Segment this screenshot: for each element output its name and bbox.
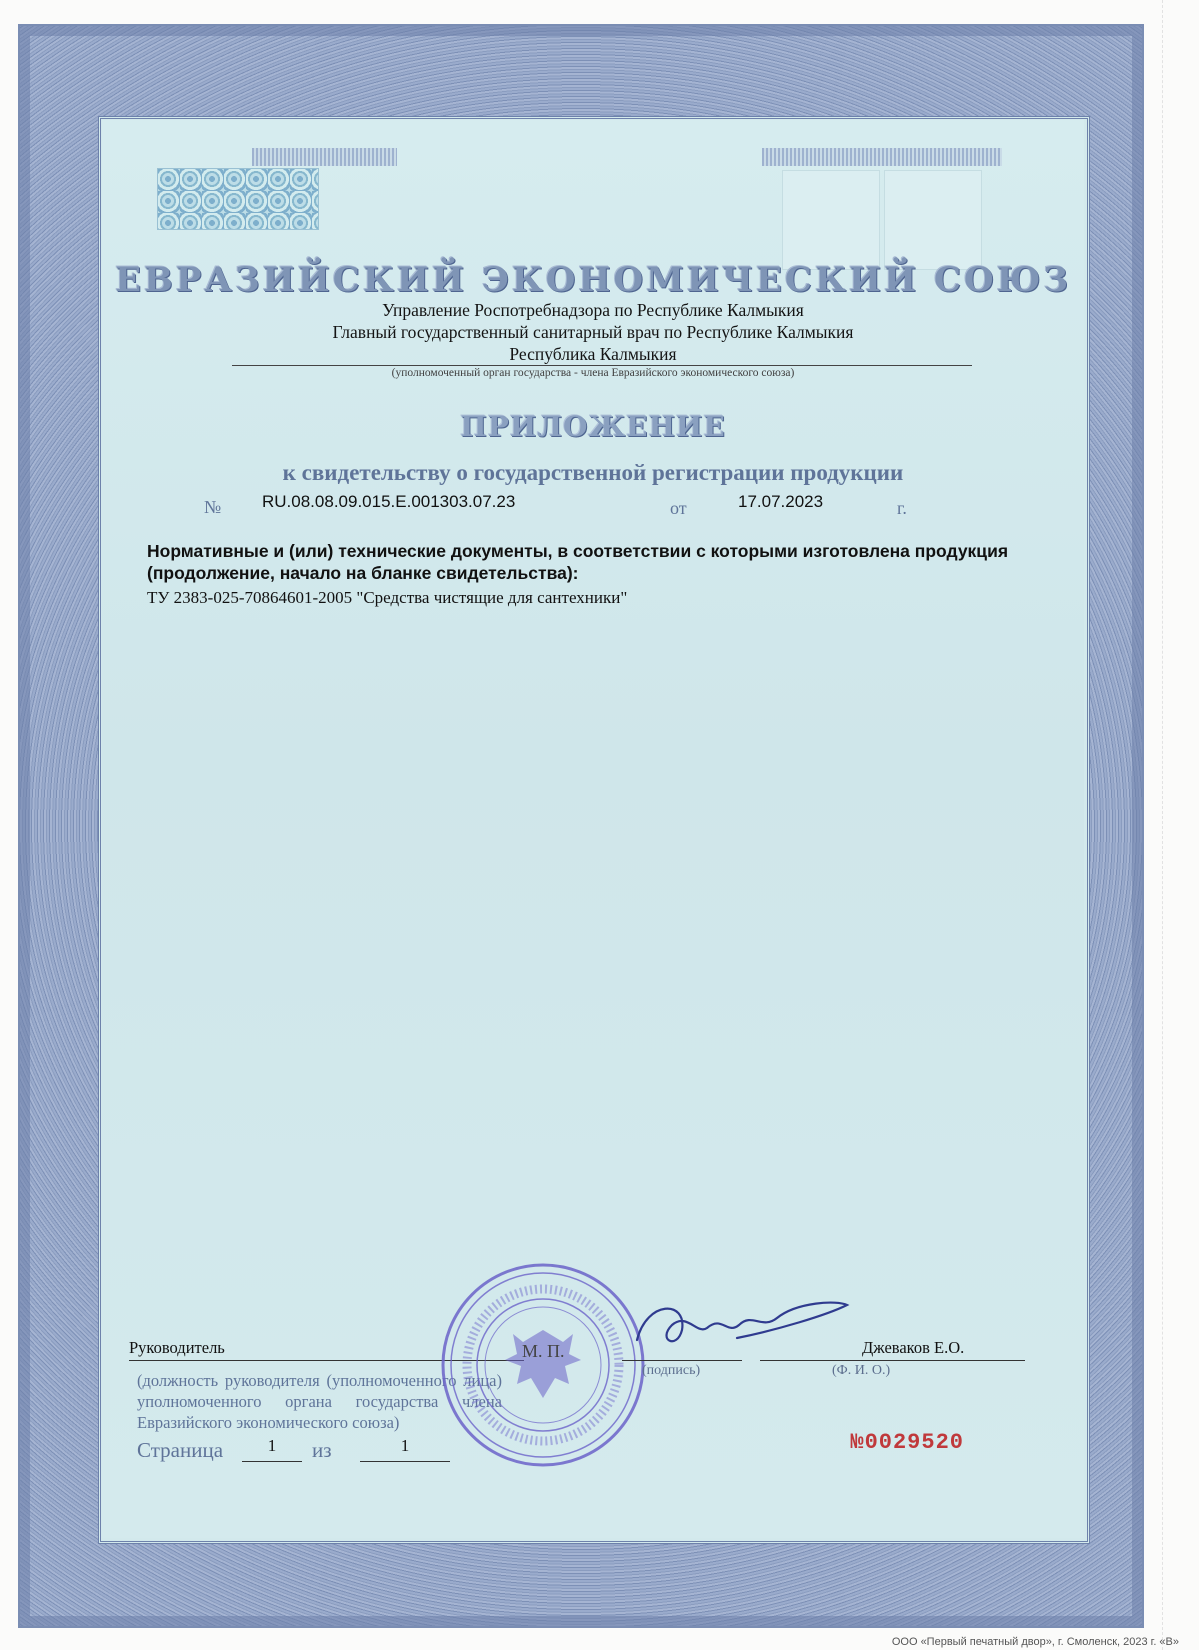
page-number-underline bbox=[242, 1461, 302, 1462]
page-label: Страница bbox=[137, 1438, 224, 1462]
signatory-name: Джеваков Е.О. bbox=[862, 1338, 965, 1357]
guilloche-border-frame bbox=[18, 24, 1144, 1628]
stamp-place-label: М. П. bbox=[522, 1341, 565, 1361]
of-label: из bbox=[312, 1438, 332, 1462]
authority-official: Главный государственный санитарный врач по Республике Калмыкия bbox=[332, 322, 854, 342]
hologram-security-mark bbox=[157, 168, 319, 230]
authority-name: Управление Роспотребнадзора по Республике Калмыкия bbox=[382, 300, 804, 320]
date-label: от bbox=[670, 498, 687, 518]
security-corner-box-left bbox=[782, 170, 880, 270]
official-round-stamp bbox=[438, 1260, 648, 1470]
appendix-title: ПРИЛОЖЕНИЕ bbox=[460, 410, 726, 443]
document-item: ТУ 2383-025-70864601-2005 "Средства чистящие для сантехники" bbox=[147, 588, 628, 607]
serial-number: №0029520 bbox=[850, 1430, 964, 1455]
pagination bbox=[137, 1438, 223, 1463]
handwritten-signature bbox=[627, 1290, 857, 1360]
position-title: Руководитель bbox=[129, 1338, 225, 1357]
total-pages: 1 bbox=[400, 1436, 410, 1455]
security-strip-right bbox=[762, 148, 1002, 166]
binder-margin bbox=[1162, 0, 1193, 1650]
total-pages-underline bbox=[360, 1461, 450, 1462]
authority-caption: (уполномоченный орган государства - члена Евразийского экономического союза) bbox=[391, 367, 795, 379]
authority-region: Республика Калмыкия bbox=[509, 344, 677, 364]
name-underline bbox=[760, 1360, 1025, 1361]
registration-date: 17.07.2023 bbox=[738, 492, 824, 511]
union-title: ЕВРАЗИЙСКИЙ ЭКОНОМИЧЕСКИЙ СОЮЗ bbox=[115, 260, 1071, 300]
documents-heading: Нормативные и (или) технические документы, в соответствии с которыми изготовлена продукция (продолжение, начало на бланке свидетельства): bbox=[147, 541, 1009, 583]
appendix-subtitle: к свидетельству о государственной регистрации продукции bbox=[282, 460, 904, 485]
signature-caption: (подпись) bbox=[642, 1363, 701, 1378]
security-corner-box-right bbox=[884, 170, 982, 270]
year-suffix: г. bbox=[897, 498, 907, 518]
security-strip-left bbox=[252, 148, 397, 166]
printer-note: ООО «Первый печатный двор», г. Смоленск, 2023 г. «В» bbox=[891, 1636, 1179, 1648]
number-label: № bbox=[204, 497, 222, 517]
registration-number: RU.08.08.09.015.E.001303.07.23 bbox=[262, 492, 516, 511]
name-caption: (Ф. И. О.) bbox=[832, 1363, 891, 1378]
position-caption: (должность руководителя (уполномоченного лица) уполномоченного органа государства члена Евразийского экономического союза) bbox=[137, 1371, 502, 1432]
authority-underline bbox=[232, 365, 972, 366]
page-number: 1 bbox=[267, 1436, 277, 1455]
certificate-sheet bbox=[102, 120, 1084, 1538]
signature-underline bbox=[622, 1360, 742, 1361]
